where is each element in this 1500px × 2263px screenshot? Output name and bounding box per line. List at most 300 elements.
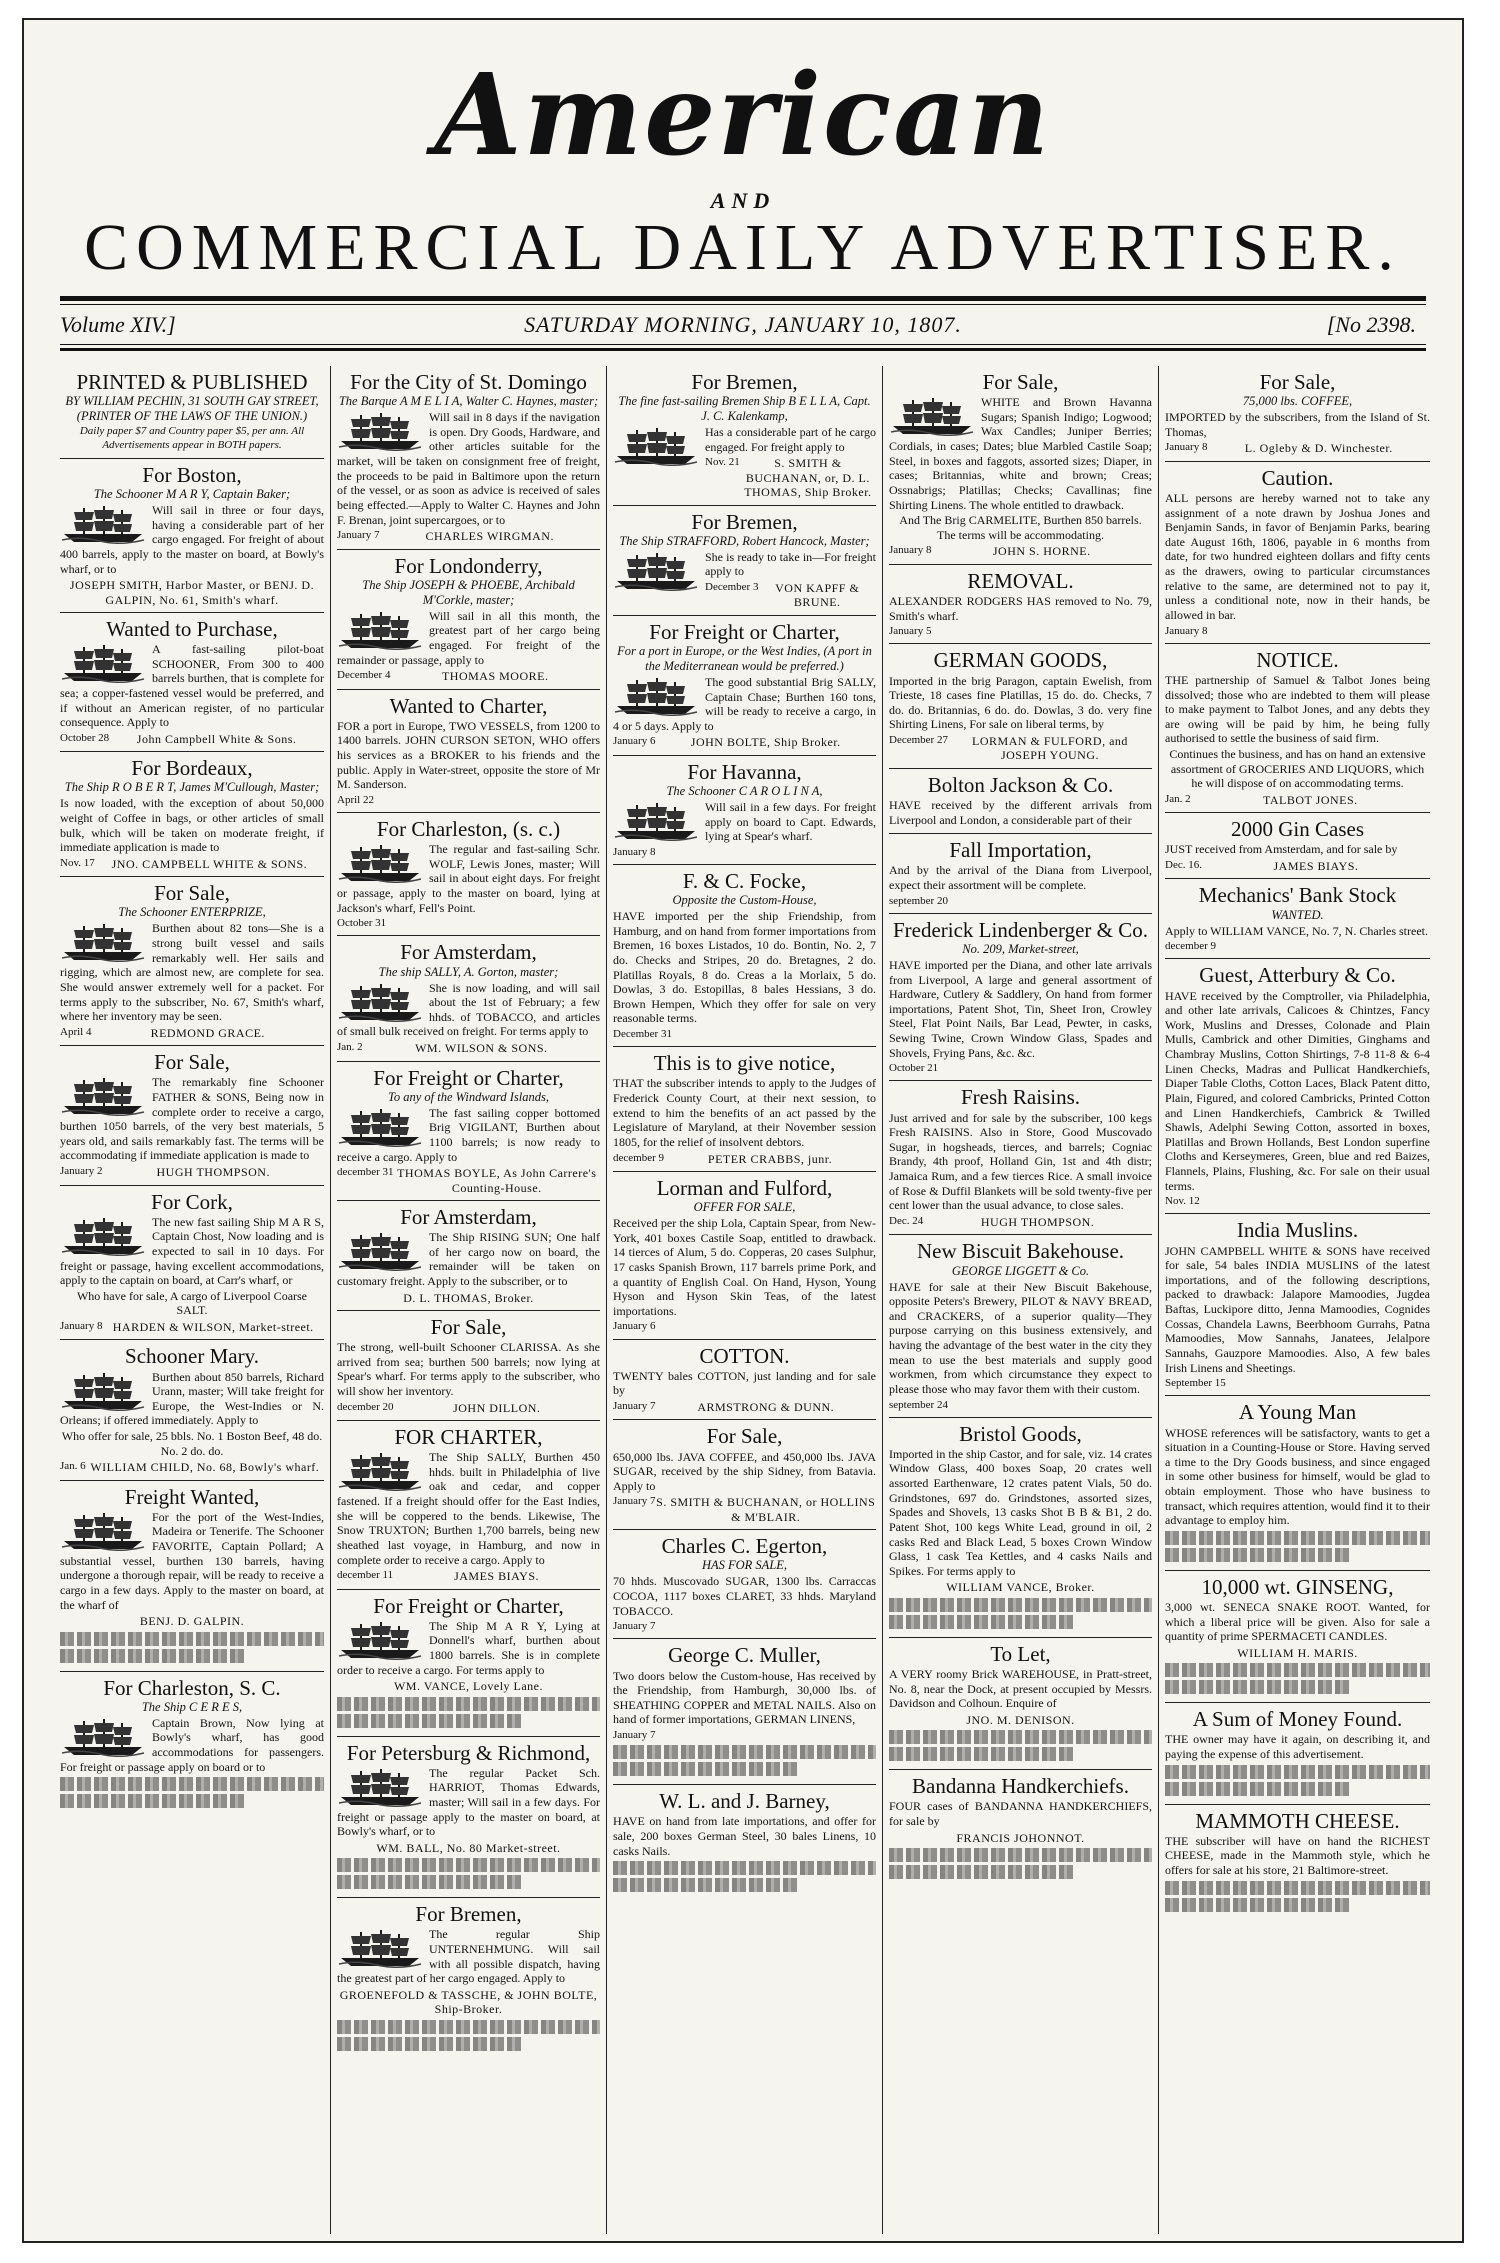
advertisement [337,1590,600,1737]
ad-headline: For Freight or Charter, [373,1065,564,1090]
advertisement [889,1418,1152,1638]
advertisement [1165,1805,1430,1920]
ad-headline: Lorman and Fulford, [656,1175,833,1200]
ad-signature: D. L. THOMAS, Broker. [403,1290,534,1305]
ad-signature: WM. VANCE, Lovely Lane. [393,1679,544,1694]
ad-body: ALEXANDER RODGERS HAS removed to No. 79, Smith's wharf. [889,593,1152,623]
ad-body: Captain Brown, Now lying at Bowly's wharf, has good accommodations for passengers. For freight or passage apply on board or to [60,1715,324,1774]
ad-signature: PETER CRABBS, junr. [707,1151,833,1166]
advertisement [337,366,600,550]
advertisement [337,1421,600,1590]
ad-date: December 4 [337,669,391,682]
issue-number: [No 2398. [1326,312,1416,337]
advertisement [889,769,1152,834]
ad-signature: S. SMITH & BUCHANAN, or, D. L. THOMAS, Ship Broker. [744,456,872,500]
faded-print [613,1878,797,1892]
column-1 [54,366,330,2234]
ad-date: december 31 [337,1166,394,1179]
advertisement [613,1639,876,1785]
faded-print [889,1865,1073,1879]
ship-icon [613,676,699,716]
faded-print [337,1697,600,1711]
ship-icon [337,610,423,650]
ad-body: Daily paper $7 and Country paper $5, per ann. All Advertisements appear in BOTH papers. [79,425,305,451]
advertisement [1165,644,1430,814]
ad-headline: For Charleston, (s. c.) [376,817,561,842]
faded-print [60,1632,324,1646]
ship-icon [60,1216,146,1256]
ad-signature: JAMES BIAYS. [1273,859,1359,874]
ad-body: Burthen about 850 barrels, Richard Urann, master; Will take freight for Europe, the West-Indies or N. Orleans; if offered immediately. Apply to [60,1369,324,1428]
faded-print [337,2020,600,2034]
ad-body: 3,000 wt. SENECA SNAKE ROOT. Wanted, for which a liberal price will be given. Also for sale a quantity of prime SPERMACETI CANDLES. [1165,1600,1430,1644]
faded-print [337,1858,600,1872]
ad-body: The good substantial Brig SALLY, Captain Chase; Burthen 160 tons, will be ready to receive a cargo, in 4 or 5 days. Apply to [613,674,876,733]
ad-body: HAVE received by the Comptroller, via Philadelphia, and other late arrivals, Calicoes & Chintzes, Fancy Work, Muslins and Dresses, Colonade and Plain Mulls, Cambrick and other Dimities, Ginghams and Chambray Muslins, Cotton Shirtings, 7-8 11-8 & 6-4 Linen Checks, Madras and Pullicat Handkerchiefs, Diaper Table Cloths, Cotton Laces, Black Patent ditto, Plain, Figured, and colored Cambricks, Printed Cotton and Linen Handkerchiefs, Cambrick & Twilled Shawls, Adelphi Sewing Cotton, assorted in boxes, Platillas and Brown Hollands, Best London superfine Cloths and Kerseymeres, Green, blue and red Baizes, Flannels, Plains, Flushing, &c. For sale on their usual terms. [1165,988,1430,1193]
faded-print [60,1794,245,1808]
ad-date: Dec. 16. [1165,859,1202,872]
ad-subheading: 75,000 lbs. COFFEE, [1242,394,1353,409]
ad-date: September 15 [1165,1377,1226,1390]
ad-headline: For Cork, [151,1189,233,1214]
ad-subheading: BY WILLIAM PECHIN, 31 SOUTH GAY STREET, (PRINTER OF THE LAWS OF THE UNION.) [65,394,319,424]
ad-body: The strong, well-built Schooner CLARISSA. As she arrived from sea; burthen 500 barrels; now lying at Spear's wharf. For terms apply to the subscriber, who will show her inventory. [337,1340,600,1398]
ad-headline: This is to give notice, [653,1051,836,1076]
ad-headline: Caution. [1261,465,1334,490]
advertisement [1165,879,1430,959]
ship-icon [613,551,699,591]
ship-icon [889,396,975,436]
ad-headline: MAMMOTH CHEESE. [1195,1808,1400,1833]
ad-body: Burthen about 82 tons—She is a strong built vessel and sails remarkably well. Her sails and rigging, which are almost new, are complete for sea. She would answer extremely well for a packet. For terms apply to the subscriber, No. 67, Smith's wharf, where her inventory may be seen. [60,921,324,1024]
ad-headline: For Bremen, [691,370,798,394]
ship-icon [337,1231,423,1271]
ad-body: FOR a port in Europe, TWO VESSELS, from 1200 to 1400 barrels. JOHN CURSON SETON, WHO offers his services as a BROKER to his friends and the public. Apply in Water-street, opposite the store of Mr M. Sanderson. [337,718,600,792]
ad-headline: For Sale, [154,881,230,906]
ad-subheading: WANTED. [1271,907,1324,922]
column-4 [882,366,1158,2234]
advertisement [1165,1571,1430,1703]
ad-body: JUST received from Amsterdam, and for sale by [1165,842,1398,857]
faded-print [1165,1782,1351,1796]
ad-headline: Frederick Lindenberger & Co. [892,917,1149,942]
ad-body: HAVE received by the different arrivals from Liverpool and London, a considerable part of their [889,797,1152,827]
ad-body: HAVE imported per the Diana, and other late arrivals from Liverpool, A large and general assortment of Hardware, Cutlery & Saddlery, On hand from former importations, Patent Shot, Tin, Sheet Iron, Crowley Steel, Flat Point Nails, Bar Lead, Pewter, in casks, Sewing Twine, Crown Window Glass, Spades and Shovels, Frying Pans, &c. &c. [889,957,1152,1060]
ad-body: WHOSE references will be satisfactory, wants to get a situation in a Counting-House or Store. Having served a time to the Dry Goods business, and since engaged in some other business for himself, would be glad to obtain employment. Those who have business to transact, which requires attention, would find it to their advantage to employ him. [1165,1425,1430,1528]
ad-date: January 8 [1165,441,1208,454]
ad-headline: NOTICE. [1256,647,1339,672]
ad-body: 70 hhds. Muscovado SUGAR, 1300 lbs. Carraccas COCOA, 1117 boxes CLARET, 33 hhds. Maryland TOBACCO. [613,1574,876,1618]
ad-headline: For Amsterdam, [400,940,537,965]
ad-body: HAVE on hand from late importations, and offer for sale, 200 boxes German Steel, 30 bales Linens, 10 casks Nails. [613,1814,876,1858]
ship-icon [337,1451,423,1491]
ad-headline: Wanted to Purchase, [106,617,278,641]
ad-date: January 7 [613,1620,656,1633]
advertisement [613,1047,876,1172]
ad-body: HAVE for sale at their New Biscuit Bakehouse, opposite Peters's Brewery, PILOT & NAVY BREAD, and CRACKERS, of a superior quality—They purpose carrying on this business extensively, and having the advantage of the best water in the city they mean to use the best materials and supply good workmen, from which circumstance they expect to please those who may favor them with their custom. [889,1279,1152,1396]
ad-body: Will sail in 8 days if the navigation is open. Dry Goods, Hardware, and other articles suitable for the market, will be taken on consignment free of freight, the proceeds to be paid in Baltimore upon the return of the vessel, or as soon as advice is received of sales being effected.—Apply to Walter C. Haynes and John F. Brenan, joint supercargoes, or to [337,410,600,527]
ad-body: Received per the ship Lola, Captain Spear, from New-York, 401 boxes Castile Soap, entitled to drawback. 14 tierces of Alum, 5 do. Copperas, 20 cases Sulphur, 17 casks Spanish Brown, 117 barrels prime Pork, and a quantity of English Coal. On Hand, Hyson, Young Hyson and Hyson Skin Teas, of the latest importations. [613,1216,876,1318]
ad-body: THAT the subscriber intends to apply to the Judges of Frederick County Court, at their next session, to extend to him the benefits of an act passed by the Legislature of Maryland, at their November session 1805, for the relief of insolvent debtors. [613,1076,876,1149]
ad-body: The new fast sailing Ship M A R S, Captain Chost, Now loading and is expected to sail in 10 days. For freight or passage, having excellent accommodations, apply to the captain on board, at Carr's wharf, or [60,1214,324,1288]
ad-headline: To Let, [990,1641,1051,1666]
ad-headline: For Sale, [154,1050,230,1075]
ad-headline: For Freight or Charter, [373,1593,564,1618]
ship-icon [337,1107,423,1147]
ad-signature: WILLIAM H. MARIS. [1237,1645,1358,1660]
advertisement [337,550,600,690]
faded-print [60,1777,324,1791]
advertisement [337,813,600,936]
ad-subheading: The Barque A M E L I A, Walter C. Haynes, master; [338,394,599,409]
newspaper-title: American [434,50,1052,181]
ad-headline: Bristol Goods, [959,1421,1082,1446]
faded-print [613,1861,876,1875]
ad-subheading: The fine fast-sailing Bremen Ship B E L L A, Capt. J. C. Kalenkamp, [618,394,871,424]
ad-body: Just arrived and for sale by the subscriber, 100 kegs Fresh RAISINS. Also in Store, Good Muscovado Sugar, in hogsheads, tierces, and barrels; Cogniac Brandy, 4th proof, Holland Gin, 1st and 4th distr; Jamaica Rum, and a few tierces Rice. A small invoice of Rose & Duffil Blankets will be sold twenty-five per cent lower than the usual advance, to close sales. [889,1110,1152,1213]
ad-body: She is now loading, and will sail about the 1st of February; a few hhds. of TOBACCO, and articles of small bulk received on freight. For terms apply to [337,980,600,1039]
ad-signature [1200,1195,1430,1208]
ad-headline: W. L. and J. Barney, [659,1789,830,1814]
ad-date: December 31 [613,1028,672,1041]
ad-signature [948,895,1152,908]
ad-date: Dec. 24 [889,1214,924,1227]
ad-date: January 6 [613,735,656,748]
column-2 [330,366,606,2234]
faded-print [889,1848,1152,1862]
advertisement [60,1046,324,1185]
ad-headline: FOR CHARTER, [394,1424,543,1449]
ad-body: IMPORTED by the subscribers, from the Island of St. Thomas, [1165,410,1430,439]
ad-body: THE subscriber will have on hand the RICHEST CHEESE, made in the Mammoth style, which he offers for sale at his store, 21 Baltimore-street. [1165,1833,1430,1878]
ad-headline: Bolton Jackson & Co. [927,772,1114,797]
ad-signature: WILLIAM VANCE, Broker. [946,1580,1095,1595]
faded-print [60,1649,245,1663]
ad-extra: Who offer for sale, 25 bbls. No. 1 Boston Beef, 48 do. No. 2 do. do. [61,1429,323,1458]
advertisement [60,459,324,613]
volume-number: Volume XIV.] [60,312,176,337]
column-3 [606,366,882,2234]
faded-print [889,1615,1073,1629]
ad-headline: REMOVAL. [967,568,1074,593]
advertisement [613,506,876,616]
ad-signature: JOHN S. HORNE. [992,544,1091,559]
ad-signature: JAMES BIAYS. [454,1569,539,1584]
ad-subheading: The ship SALLY, A. Gorton, master; [378,964,559,979]
ad-body: A VERY roomy Brick WAREHOUSE, in Pratt-street, No. 8, near the Dock, at present occupied by Messrs. Davidson and Colhoun. Enquire of [889,1666,1152,1711]
ad-subheading: The Ship R O B E R T, James M'Cullough, Master; [64,780,320,795]
ad-signature: THOMAS MOORE. [441,669,549,684]
masthead-rule [60,296,1426,301]
faded-print [1165,1881,1430,1895]
ad-body: Will sail in three or four days, having a considerable part of her cargo engaged. For freight of about 400 barrels, apply to the master on board, at Bowly's wharf, or to [60,503,324,576]
ad-signature: JOHN BOLTE, Ship Broker. [690,735,841,750]
ad-date: september 24 [889,1398,948,1411]
ad-body: A fast-sailing pilot-boat SCHOONER, From 300 to 400 barrels burthen, that is complete for sea; a copper-fastened vessel would be preferred, and if without an American register, of no particular consequence. Apply to [60,642,324,730]
ship-icon [337,411,423,451]
ship-icon [613,426,699,466]
ad-headline: India Muslins. [1236,1218,1359,1243]
dateline-rule [60,344,1426,345]
faded-print [337,2037,521,2051]
ad-signature [1216,940,1430,953]
ad-subheading: Opposite the Custom-House, [672,893,817,908]
ad-headline: Wanted to Charter, [389,693,548,718]
ad-headline: For the City of St. Domingo [350,370,587,394]
ad-body: She is ready to take in—For freight apply to [705,549,876,579]
ad-signature: TALBOT JONES. [1263,792,1358,807]
faded-print [1165,1765,1430,1779]
ad-date: January 7 [337,529,380,542]
ad-headline: For Bremen, [415,1902,522,1927]
ad-headline: Bandanna Handkerchiefs. [912,1774,1129,1799]
ad-date: Jan. 2 [1165,792,1191,805]
ad-date: January 7 [613,1729,656,1742]
faded-print [1165,1548,1351,1562]
ad-signature: WM. WILSON & SONS. [415,1041,548,1056]
ad-date: Jan. 2 [337,1041,363,1054]
advertisement [60,613,324,752]
ad-headline: For Sale, [1259,370,1336,394]
ad-body: Will sail in all this month, the greatest part of her cargo being engaged. For freight of the remainder or passage, apply to [337,608,600,667]
ad-signature [655,846,876,859]
ad-headline: For Freight or Charter, [649,619,840,644]
ad-body: Imported in the ship Castor, and for sale, viz. 14 crates Window Glass, 400 boxes Soap, 20 crates well assorted Earthenware, 12 crates patent Vials, 50 do. Grindstones, 697 do. Grindstones, assorted sizes, Spades and Shovels, 13 casks Shot B B & B1, 2 do. Patent Shot, 100 kegs White Lead, ground in oil, 2 casks Red and Black Lead, 5 boxes Crown Window Glass, 1 cask Tea Kettles, and 4 casks Nails and Spikes. For terms apply to [889,1446,1152,1578]
ad-signature: ARMSTRONG & DUNN. [697,1400,835,1415]
ad-signature: CHARLES WIRGMAN. [425,529,554,544]
column-5 [1158,366,1436,2234]
advertisement [613,1340,876,1421]
ship-icon [60,922,146,962]
advertisement [1165,813,1430,879]
ad-body: ALL persons are hereby warned not to take any assignment of a note drawn by Joshua Jones and Benjamin Sands, in favor of Benjamin Parks, bearing date August 16th, 1806, payable in 6 months from date, for two hundred eighteen dollars and fifty cents as the drawers, owing to particular circumstances relative to the same, are determined not to pay it, unless a conditional note, now in their hands, be allowed in bar. [1165,490,1430,622]
ad-headline: For Londonderry, [394,553,543,578]
ad-headline: Fall Importation, [949,838,1092,863]
ad-subheading: The Ship C E R E S, [141,1699,243,1714]
faded-print [337,1714,521,1728]
ship-icon [60,1717,146,1757]
ad-date: Nov. 17 [60,856,95,869]
ad-headline: A Sum of Money Found. [1192,1707,1403,1732]
ad-date: december 9 [613,1151,664,1164]
ad-headline: For Charleston, S. C. [103,1675,281,1700]
ad-body: Two doors below the Custom-house, Has received by the Friendship, from Hamburgh, 30,000 lbs. of SHEATHING COPPER and METAL NAILS. Also on hand of former importations, GERMAN LINENS, [613,1668,876,1727]
ad-signature [938,1062,1152,1075]
ad-body: Is now loaded, with the exception of about 50,000 weight of Coffee in bags, or other articles of small bulk, which will be taken on moderate freight, if immediate application is made to [60,796,324,855]
advertisement [889,565,1152,645]
ad-body: The regular and fast-sailing Schr. WOLF, Lewis Jones, master; Will sail in about eight days. For freight or passage, apply to the master on board, lying at Jackson's wharf, Fell's Point. [337,842,600,915]
ad-body: The fast sailing copper bottomed Brig VIGILANT, Burthen about 1100 barrels; is now ready to receive a cargo. Apply to [337,1105,600,1164]
ad-signature [931,625,1152,638]
ad-headline: Fresh Raisins. [960,1085,1080,1110]
ad-body: THE partnership of Samuel & Talbot Jones being dissolved; those who are indebted to them will please to make payment to Talbot Jones, and any debts they are owing will be paid by him, he being fully authorised to settle the business of said firm. [1165,672,1430,746]
ad-headline: George C. Muller, [668,1643,821,1668]
advertisement [1165,462,1430,644]
advertisement [60,1481,324,1672]
advertisement [337,1062,600,1201]
ad-subheading: For a port in Europe, or the West Indies, (A port in the Mediterranean would be preferred.) [617,643,872,673]
issue-date: SATURDAY MORNING, JANUARY 10, 1807. [524,312,962,337]
advertisement [889,1638,1152,1770]
ad-date: december 9 [1165,940,1216,953]
advertisement [889,1770,1152,1887]
ad-body: The remarkably fine Schooner FATHER & SONS, Being now in complete order to receive a cargo, burthen 1050 barrels, of the very best materials, 5 years old, and sails remarkably fast. The terms will be accommodating if immediate application is made to [60,1075,324,1163]
advertisement [613,366,876,506]
title-conjunction: AND [710,188,776,213]
ad-signature [374,794,600,807]
ad-date: April 4 [60,1025,92,1038]
ad-subheading: GEORGE LIGGETT & Co. [951,1263,1090,1278]
advertisement [889,914,1152,1082]
ad-date: Nov. 21 [705,456,740,469]
ad-date: January 5 [889,625,932,638]
advertisement [60,752,324,877]
ad-headline: Schooner Mary. [125,1344,259,1369]
advertisement [889,834,1152,914]
ad-body: The Ship M A R Y, Lying at Donnell's wharf, burthen about 1800 barrels. She is in complete order to receive a cargo. For terms apply to [337,1618,600,1677]
advertisement [613,865,876,1047]
ad-signature: THOMAS BOYLE, As John Carrere's Counting-House. [397,1166,597,1195]
advertisement [1165,366,1430,462]
ad-signature: JNO. M. DENISON. [966,1712,1075,1727]
ad-body: Apply to WILLIAM VANCE, No. 7, N. Charles street. [1165,923,1428,938]
ad-date: January 7 [613,1495,656,1508]
newspaper-subtitle: COMMERCIAL DAILY ADVERTISER. [84,211,1402,284]
ad-extra: And The Brig CARMELITE, Burthen 850 barrels. The terms will be accommodating. [899,513,1142,542]
ship-icon [60,1371,146,1411]
advertisement [60,1672,324,1817]
ad-date: October 21 [889,1062,939,1075]
faded-print [889,1747,1073,1761]
ad-signature [1207,625,1430,638]
ad-signature: S. SMITH & BUCHANAN, or HOLLINS & M'BLAIR. [656,1495,876,1524]
ship-icon [60,1511,146,1551]
ad-body: Imported in the brig Paragon, captain Ewelish, from Trieste, 18 cases fine Platillas, 15 do. do. Checks, 7 do. do. Britannias, 6 do. do. Dowlas, 3 do. very fine Shirting Linens, For sale on liberal terms, by [889,673,1152,732]
ad-body: FOUR cases of BANDANNA HANDKERCHIEFS, for sale by [889,1799,1152,1829]
ad-signature: JOHN DILLON. [453,1400,541,1415]
ship-icon [613,801,699,841]
ad-signature [948,1399,1152,1412]
ad-body: JOHN CAMPBELL WHITE & SONS have received for sale, 54 bales INDIA MUSLINS of the latest importations, and of the following descriptions, packed to drawback: Jalapore Mamoodies, Jugdea Baftas, Luckipore ditto, Jenna Mamoodies, Cognides Cossas, Chandela Lawns, Beerbhoom Gurrahs, Patna Mamoodies, Mow Sannahs, Janatees, Jelalpore Sannahs, Gauzpore Mamoodies. Also, A few bales Irish Linens and Sheetings. [1165,1243,1430,1375]
advertisement [337,1898,600,2058]
ship-icon [337,982,423,1022]
ship-icon [337,843,423,883]
ad-date: January 7 [613,1400,656,1413]
ad-body: WHITE and Brown Havanna Sugars; Spanish Indigo; Logwood; Wax Candles; Juniper Berries; Cordials, in cases; Dates; blue Marbled Castile Soap; Steel, in boxes and faggots, assorted sizes; Diaper, in cases; Britannias, white and brown; Creas; Ossnabrigs; Platillas; Checks; Cavallinas; fine Shirting Linens. The whole entitled to drawback. [889,395,1152,512]
ad-signature: FRANCIS JOHONNOT. [956,1830,1085,1845]
ad-date: Jan. 6 [60,1460,86,1473]
advertisement [337,690,600,813]
masthead-rule-thin [60,304,1426,305]
ad-date: December 3 [705,580,759,593]
ship-icon [60,1076,146,1116]
newspaper-page [22,18,1464,2243]
ship-icon [60,643,146,683]
ad-subheading: The Schooner M A R Y, Captain Baker; [93,487,291,502]
ad-date: January 8 [1165,624,1208,637]
ad-headline: For Petersburg & Richmond, [346,1740,591,1765]
ad-headline: Mechanics' Bank Stock [1198,883,1397,908]
ad-signature: WILLIAM CHILD, No. 68, Bowly's wharf. [90,1460,320,1475]
advertisement [613,1420,876,1530]
ad-headline: For Amsterdam, [400,1204,537,1229]
ad-signature: JNO. CAMPBELL WHITE & SONS. [111,856,308,871]
ad-date: October 31 [337,917,387,930]
ad-date: October 28 [60,731,110,744]
ad-body: The regular Ship UNTERNEHMUNG. Will sail with all possible dispatch, having the greatest part of her cargo engaged. Apply to [337,1927,600,1986]
advertisement [1165,1703,1430,1804]
ad-body: The Ship SALLY, Burthen 450 hhds. built in Philadelphia of live oak and cedar, and copper fastened. If a freight should offer for the East Indies, she will be coppered to the bends. Likewise, The Snow TRUXTON; Burthen 1,700 barrels, being new sheathed last voyage, in Hamburg, and now in complete order to receive a cargo. Apply to [337,1450,600,1567]
ship-icon [337,1767,423,1807]
ad-date: January 6 [613,1320,656,1333]
ad-body: Has a considerable part of he cargo engaged. For freight apply to [705,425,876,454]
ad-headline: Guest, Atterbury & Co. [1199,963,1396,988]
ad-signature: L. Ogleby & D. Winchester. [1244,441,1393,456]
faded-print [613,1745,876,1759]
ad-body: The Ship RISING SUN; One half of her cargo now on board, the remainder will be taken on customary freight. Apply to the subscriber, or to [337,1230,600,1288]
ad-headline: For Havanna, [687,759,802,784]
ad-headline: For Bremen, [691,509,798,534]
ad-headline: Freight Wanted, [124,1484,260,1509]
faded-print [1165,1680,1351,1694]
advertisement [337,936,600,1061]
faded-print [613,1762,797,1776]
ad-subheading: The Schooner ENTERPRIZE, [118,905,266,920]
ad-date: April 22 [337,793,374,806]
ad-headline: GERMAN GOODS, [933,648,1108,673]
ad-headline: For Sale, [430,1314,507,1339]
ad-date: december 20 [337,1400,394,1413]
advertisement [613,1172,876,1340]
advertisement [60,1186,324,1341]
ad-signature [655,1729,876,1742]
ad-signature: HUGH THOMPSON. [156,1165,270,1180]
ad-headline: For Boston, [142,462,242,487]
ad-headline: COTTON. [699,1343,790,1368]
ad-headline: For Bordeaux, [131,756,253,781]
ad-signature: HUGH THOMPSON. [980,1214,1095,1229]
ad-body: Will sail in a few days. For freight apply on board to Capt. Edwards, lying at Spear's wharf. [705,799,876,844]
advertisement [613,1785,876,1900]
ad-signature [655,1320,876,1333]
ad-signature: John Campbell White & Sons. [136,731,297,746]
ad-date: december 11 [337,1569,394,1582]
ad-body: The regular Packet Sch. HARRIOT, Thomas Edwards, master; Will sail in a few days. For freight or passage apply to the master on board, at Bowly's wharf, or to [337,1765,600,1839]
ad-headline: For Sale, [706,1424,783,1449]
faded-print [889,1598,1152,1612]
ad-signature: VON KAPFF & BRUNE. [775,580,860,610]
ad-date: January 8 [613,845,656,858]
ad-signature: HARDEN & WILSON, Market-street. [112,1320,314,1335]
ad-subheading: The Ship STRAFFORD, Robert Hancock, Master; [619,533,870,548]
ad-date: January 8 [60,1320,103,1333]
ad-date: september 20 [889,894,948,907]
ad-headline: 2000 Gin Cases [1231,817,1364,842]
advertisement [60,366,324,459]
faded-print [1165,1531,1430,1545]
ad-extra: Continues the business, and has on hand an extensive assortment of GROCERIES AND LIQUORS, which he will dispose of on accommodating terms. [1169,747,1426,791]
ad-subheading: No. 209, Market-street, [962,941,1079,956]
faded-print [1165,1663,1430,1677]
ad-signature: JOSEPH SMITH, Harbor Master, or BENJ. D. GALPIN, No. 61, Smith's wharf. [69,578,315,607]
dateline-rule-thick [60,348,1426,351]
ad-signature [386,917,600,930]
ad-headline: New Biscuit Bakehouse. [916,1239,1125,1264]
ad-headline: For Sale, [982,370,1059,394]
ad-subheading: The Ship JOSEPH & PHOEBE, Archibald M'Corkle, master; [362,577,575,607]
advertisement [613,756,876,865]
ad-signature [1226,1377,1430,1390]
